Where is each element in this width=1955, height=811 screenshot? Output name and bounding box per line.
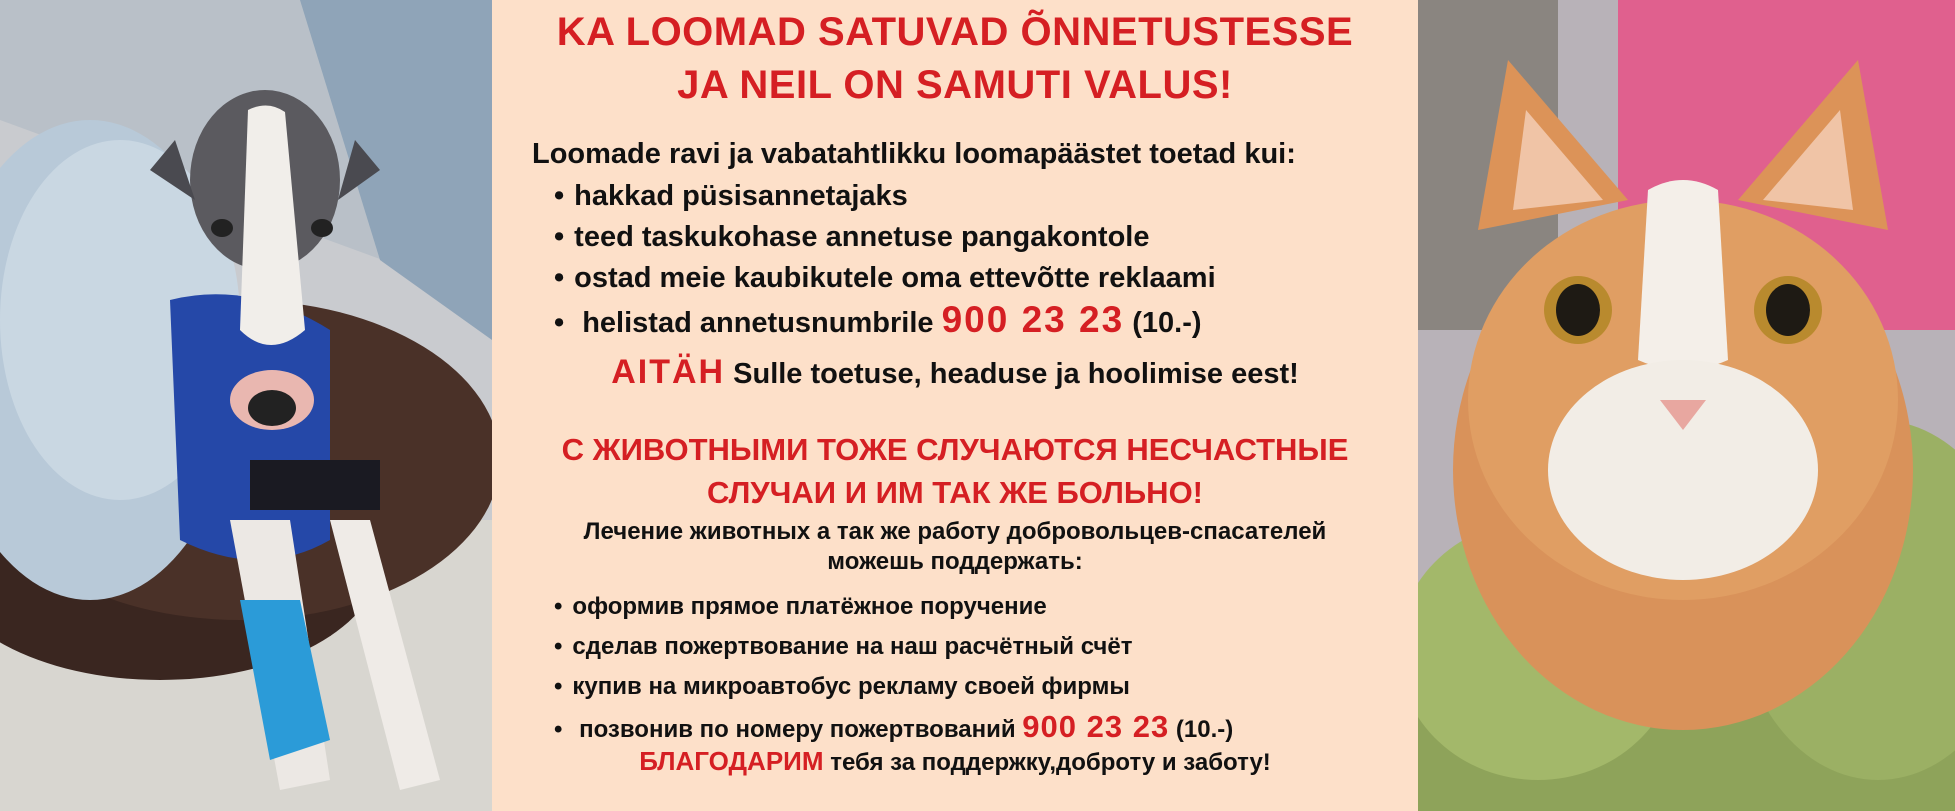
intro-ru-line-1: Лечение животных а так же работу добровольцев-спасателей (583, 518, 1327, 545)
bullet-et-phone (554, 299, 1216, 340)
phone-price-et: (10.-) (1132, 307, 1202, 339)
phone-text-et: helistad annetusnumbrile (582, 307, 934, 339)
bullet-list-ru (554, 587, 1233, 747)
title-ru-line-1: С ЖИВОТНЫМИ ТОЖЕ СЛУЧАЮТСЯ НЕСЧАСТНЫЕ (561, 432, 1349, 467)
phone-number-ru: 900 23 23 (1022, 709, 1170, 744)
phone-text-ru: позвонив по номеру пожертвований (579, 716, 1016, 743)
intro-et: Loomade ravi ja vabatahtlikku loomapäästet toetad kui: (532, 138, 1296, 170)
text-panel (492, 0, 1418, 811)
phone-number-et: 900 23 23 (941, 299, 1125, 340)
intro-ru-line-2: можешь поддержать: (827, 548, 1083, 575)
bullet-ru-3: • купив на микроавтобус рекламу своей фирмы (554, 667, 1233, 707)
cat-photo (1418, 0, 1955, 811)
thanks-word-ru: БЛАГОДАРИМ (639, 746, 824, 776)
thanks-word-et: AITÄH (611, 353, 726, 391)
thanks-rest-et: Sulle toetuse, headuse ja hoolimise eest! (733, 358, 1299, 390)
thanks-et (492, 353, 1418, 392)
bullet-ru-phone (554, 707, 1233, 747)
title-et-line-1: KA LOOMAD SATUVAD ÕNNETUSTESSE (556, 10, 1354, 54)
thanks-ru (492, 746, 1418, 777)
title-et-line-2: JA NEIL ON SAMUTI VALUS! (677, 63, 1233, 107)
bullet-list-et (554, 176, 1216, 340)
bullet-et-1: • hakkad püsisannetajaks (554, 176, 1216, 217)
phone-price-ru: (10.-) (1175, 716, 1234, 743)
bullet-et-3: • ostad meie kaubikutele oma ettevõtte reklaami (554, 258, 1216, 299)
bullet-et-2: • teed taskukohase annetuse pangakontole (554, 217, 1216, 258)
bullet-ru-2: • сделав пожертвование на наш расчётный счёт (554, 627, 1233, 667)
bullet-ru-1: • оформив прямое платёжное поручение (554, 587, 1233, 627)
dog-photo (0, 0, 492, 811)
thanks-rest-ru: тебя за поддержку,доброту и заботу! (830, 749, 1271, 776)
title-ru-line-2: СЛУЧАИ И ИМ ТАК ЖЕ БОЛЬНО! (706, 475, 1203, 510)
